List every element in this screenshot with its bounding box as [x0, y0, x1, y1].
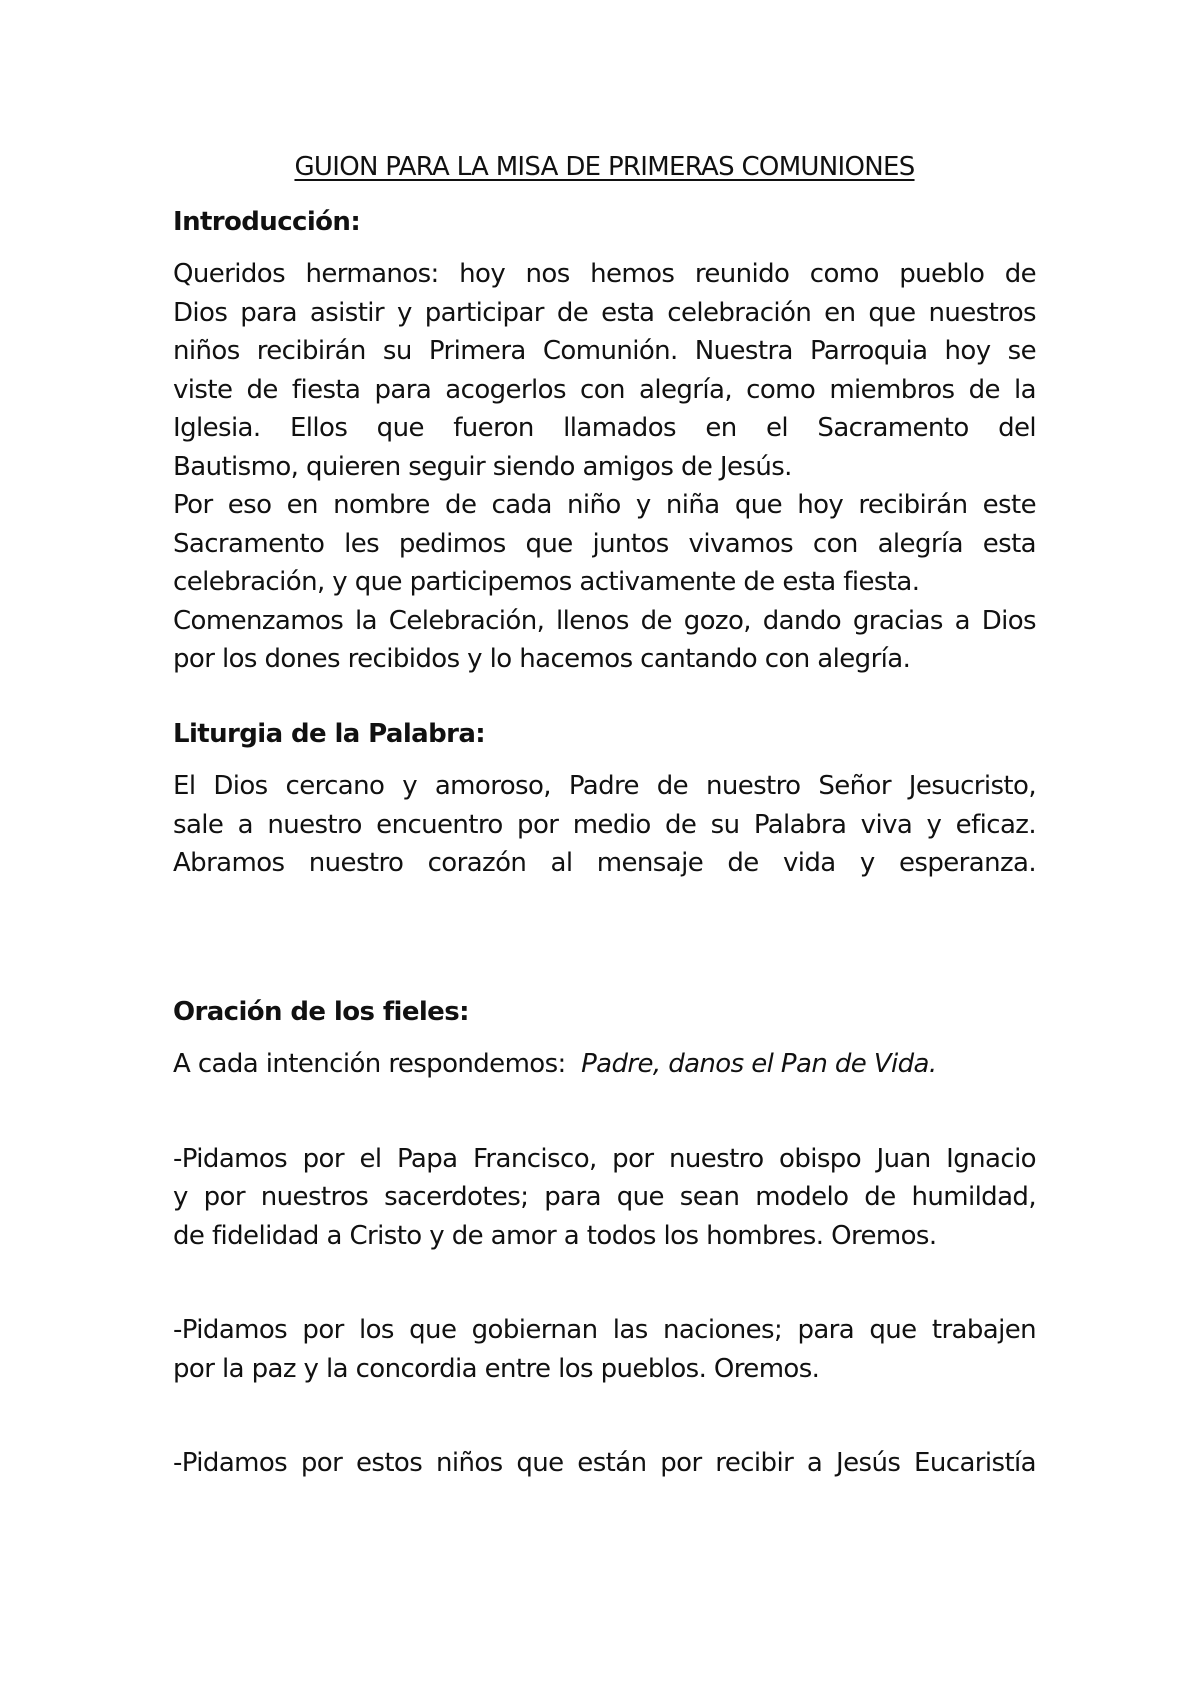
- petition-line: de fidelidad a Cristo y de amor a todos los hombres. Oremos.: [173, 1220, 937, 1251]
- intro-line: Dios para asistir y participar de esta celebración en que nuestros: [173, 297, 1036, 328]
- intro-line: por los dones recibidos y lo hacemos cantando con alegría.: [173, 644, 911, 674]
- liturgy-heading: Liturgia de la Palabra:: [173, 718, 486, 749]
- petition-line: y por nuestros sacerdotes; para que sean modelo de humildad,: [173, 1182, 1036, 1212]
- intro-heading: Introducción:: [173, 206, 361, 237]
- liturgy-line: El Dios cercano y amoroso, Padre de nuestro Señor Jesucristo,: [173, 771, 1036, 801]
- intro-line: Iglesia. Ellos que fueron llamados en el Sacramento del: [173, 413, 1036, 443]
- liturgy-line: Abramos nuestro corazón al mensaje de vida y esperanza.: [173, 848, 1036, 878]
- liturgy-line: sale a nuestro encuentro por medio de su Palabra viva y eficaz.: [173, 809, 1036, 840]
- document-title: GUION PARA LA MISA DE PRIMERAS COMUNIONES: [294, 152, 915, 182]
- intro-paragraph: [173, 255, 1036, 679]
- liturgy-paragraph: [173, 767, 1036, 883]
- intro-line: Queridos hermanos: hoy nos hemos reunido como pueblo de: [173, 259, 1036, 289]
- response-prefix: A cada intención respondemos:: [173, 1049, 566, 1079]
- intro-line: Por eso en nombre de cada niño y niña que hoy recibirán este: [173, 490, 1036, 520]
- petition-2: [173, 1311, 1036, 1388]
- intro-line: celebración, y que participemos activamente de esta fiesta.: [173, 567, 920, 597]
- intro-line: Comenzamos la Celebración, llenos de gozo, dando gracias a Dios: [173, 605, 1036, 636]
- intro-line: viste de fiesta para acogerlos con alegría, como miembros de la: [173, 374, 1036, 405]
- intro-line: Sacramento les pedimos que juntos vivamos con alegría esta: [173, 528, 1036, 559]
- prayer-heading: Oración de los fieles:: [173, 996, 469, 1027]
- intro-line: niños recibirán su Primera Comunión. Nuestra Parroquia hoy se: [173, 336, 1036, 366]
- petition-1: [173, 1140, 1036, 1256]
- petition-line: por la paz y la concordia entre los pueblos. Oremos.: [173, 1353, 820, 1384]
- petition-line: -Pidamos por el Papa Francisco, por nuestro obispo Juan Ignacio: [173, 1143, 1036, 1174]
- intro-line: Bautismo, quieren seguir siendo amigos de Jesús.: [173, 451, 792, 482]
- petition-line: -Pidamos por estos niños que están por recibir a Jesús Eucaristía: [173, 1448, 1036, 1478]
- document-page: [173, 148, 1036, 1483]
- prayer-response: [173, 1045, 1036, 1084]
- petition-line: -Pidamos por los que gobiernan las naciones; para que trabajen: [173, 1315, 1036, 1345]
- petition-3: [173, 1444, 1036, 1483]
- response-italic: Padre, danos el Pan de Vida.: [581, 1049, 937, 1079]
